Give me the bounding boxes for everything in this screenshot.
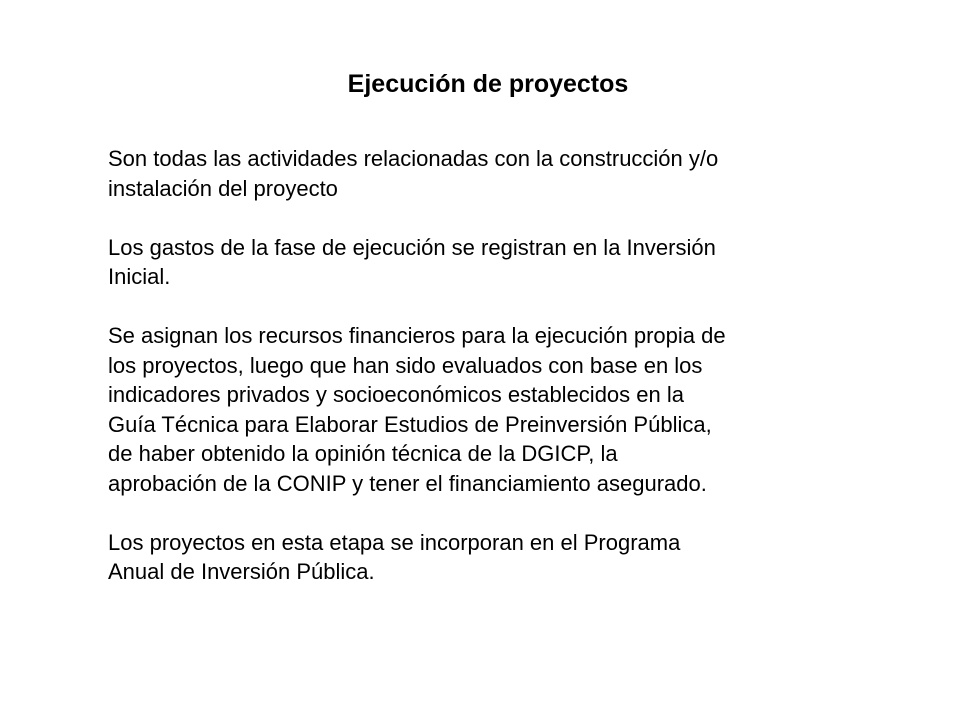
- slide-body: [108, 144, 868, 587]
- paragraph-financing: Se asignan los recursos financieros para la ejecución propia de los proyectos, luego que han sido evaluados con base en los indicadores privados y socioeconómicos establecidos en la Guía Técnica para Elaborar Estudios de Preinversión Pública, de haber obtenido la opinión técnica de la DGICP, la aprobación de la CONIP y tener el financiamiento asegurado.: [108, 323, 726, 496]
- slide-title: Ejecución de proyectos: [347, 70, 629, 98]
- paragraph-definition: Son todas las actividades relacionadas con la construcción y/o instalación del proyecto: [108, 146, 719, 201]
- paragraph-program: Los proyectos en esta etapa se incorporan en el Programa Anual de Inversión Pública.: [108, 529, 681, 584]
- paragraph-costs: Los gastos de la fase de ejecución se registran en la Inversión Inicial.: [108, 234, 716, 289]
